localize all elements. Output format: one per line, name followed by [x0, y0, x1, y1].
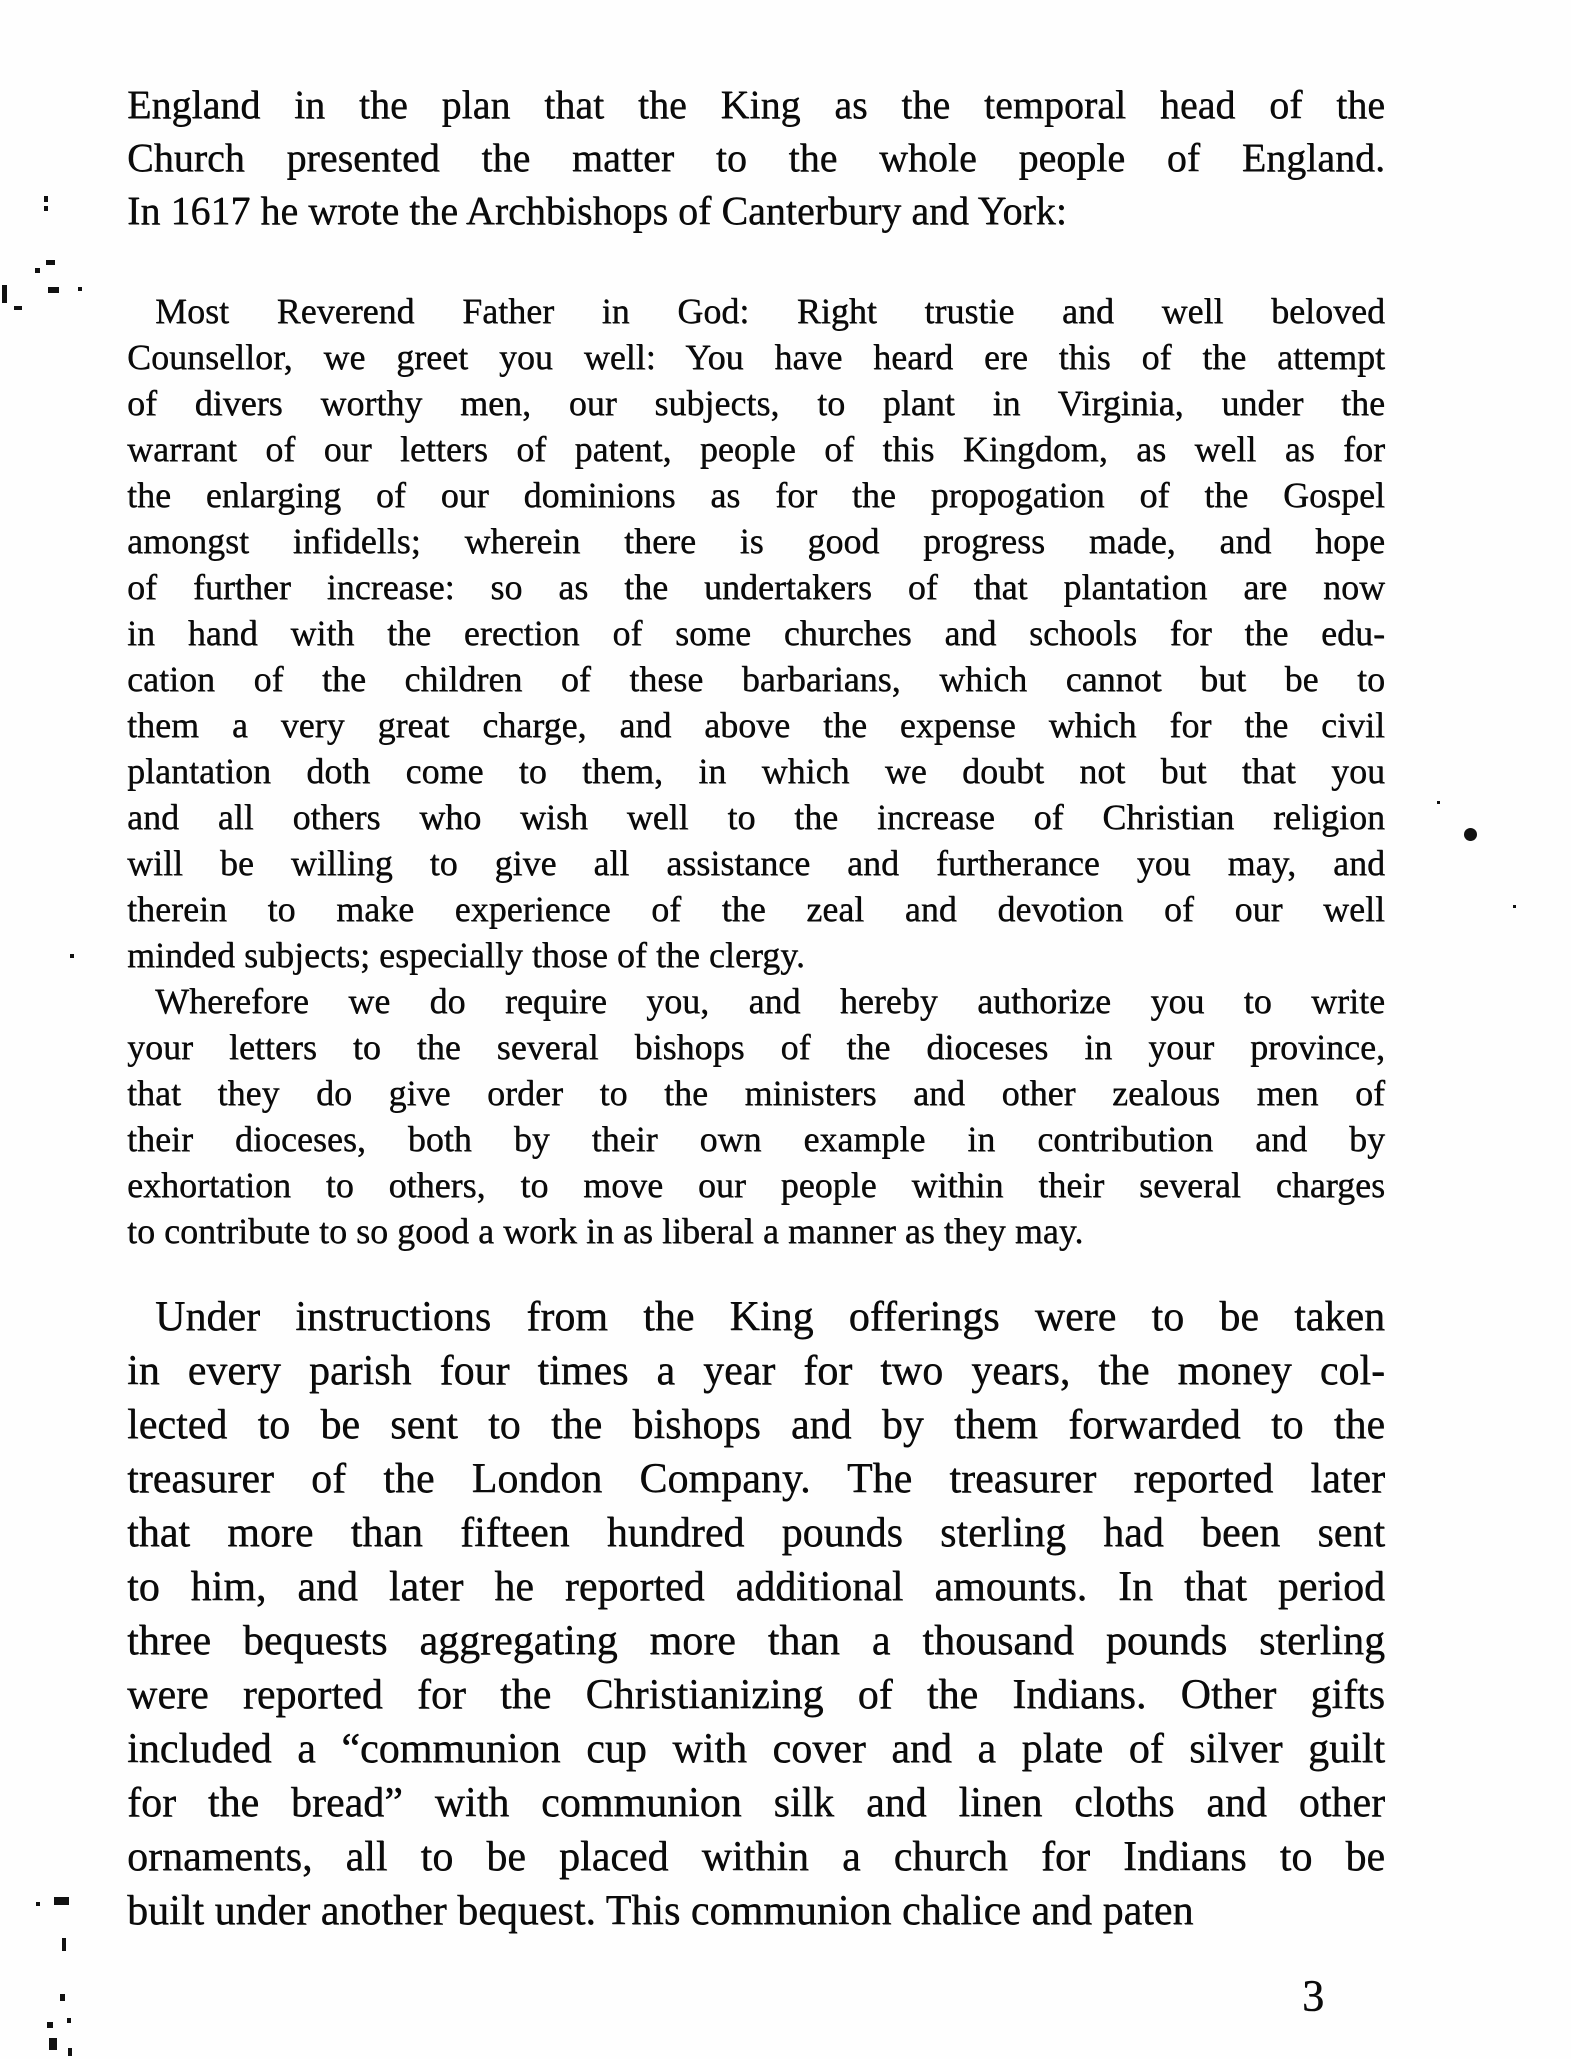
- text-line: in hand with the erection of some churches and schools for the edu-: [127, 613, 1385, 653]
- text-line: ornaments, all to be placed within a church for Indians to be: [127, 1834, 1385, 1880]
- text-line: to contribute to so good a work in as liberal a manner as they may.: [127, 1211, 1084, 1251]
- text-line: in every parish four times a year for two years, the money col-: [127, 1348, 1385, 1394]
- text-line: and all others who wish well to the increase of Christian religion: [127, 797, 1385, 837]
- text-line: that more than fifteen hundred pounds sterling had been sent: [127, 1510, 1385, 1556]
- scan-speck: [49, 2038, 57, 2050]
- scan-speck: [44, 206, 48, 211]
- text-line: England in the plan that the King as the temporal head of the: [127, 82, 1385, 127]
- scan-speck: [46, 260, 55, 265]
- scan-speck: [1437, 801, 1440, 804]
- page-number: 3: [1302, 1971, 1324, 2020]
- scan-speck: [35, 268, 40, 273]
- letter-quote-block: [127, 288, 1385, 1254]
- scan-speck: [44, 196, 48, 202]
- text-line: warrant of our letters of patent, people of this Kingdom, as well as for: [127, 429, 1385, 469]
- scan-speck: [68, 2048, 72, 2056]
- text-line: were reported for the Christianizing of the Indians. Other gifts: [127, 1672, 1385, 1718]
- text-line: that they do give order to the ministers and other zealous men of: [127, 1073, 1385, 1113]
- text-line: Most Reverend Father in God: Right trustie and well beloved: [155, 291, 1385, 331]
- text-line: included a “communion cup with cover and a plate of silver guilt: [127, 1726, 1385, 1772]
- text-line: to him, and later he reported additional amounts. In that period: [127, 1564, 1385, 1610]
- text-line: Under instructions from the King offerings were to be taken: [155, 1294, 1385, 1340]
- text-line: treasurer of the London Company. The treasurer reported later: [127, 1456, 1385, 1502]
- text-line: three bequests aggregating more than a thousand pounds sterling: [127, 1618, 1385, 1664]
- text-line: plantation doth come to them, in which we doubt not but that you: [127, 751, 1385, 791]
- text-line: of further increase: so as the undertakers of that plantation are now: [127, 567, 1385, 607]
- text-line: their dioceses, both by their own example in contribution and by: [127, 1119, 1385, 1159]
- text-line: will be willing to give all assistance and furtherance you may, and: [127, 843, 1385, 883]
- text-line: for the bread” with communion silk and linen cloths and other: [127, 1780, 1385, 1826]
- intro-paragraph: [127, 78, 1385, 237]
- scan-speck: [14, 306, 22, 310]
- scan-speck: [48, 287, 59, 293]
- scan-speck: [67, 2018, 71, 2023]
- text-line: therein to make experience of the zeal and devotion of our well: [127, 889, 1385, 929]
- text-line: the enlarging of our dominions as for the propogation of the Gospel: [127, 475, 1385, 515]
- scan-speck: [36, 1902, 40, 1906]
- text-line: built under another bequest. This communion chalice and paten: [127, 1888, 1194, 1934]
- text-line: Wherefore we do require you, and hereby authorize you to write: [155, 981, 1385, 1021]
- scan-speck: [2, 285, 7, 303]
- scan-speck: [47, 2022, 53, 2028]
- scan-speck: [78, 287, 82, 291]
- scan-speck: [62, 1938, 66, 1951]
- closing-paragraph: [127, 1290, 1385, 1938]
- scan-speck: [70, 954, 74, 958]
- text-line: In 1617 he wrote the Archbishops of Canterbury and York:: [127, 188, 1067, 233]
- text-line: lected to be sent to the bishops and by them forwarded to the: [127, 1402, 1385, 1448]
- text-line: them a very great charge, and above the expense which for the civil: [127, 705, 1385, 745]
- text-line: Counsellor, we greet you well: You have heard ere this of the attempt: [127, 337, 1385, 377]
- scan-speck: [1513, 905, 1516, 908]
- text-line: cation of the children of these barbarians, which cannot but be to: [127, 659, 1385, 699]
- text-line: of divers worthy men, our subjects, to plant in Virginia, under the: [127, 383, 1385, 423]
- text-line: amongst infidells; wherein there is good progress made, and hope: [127, 521, 1385, 561]
- text-line: minded subjects; especially those of the clergy.: [127, 935, 805, 975]
- text-line: your letters to the several bishops of the dioceses in your province,: [127, 1027, 1385, 1067]
- scan-speck: [60, 1994, 65, 2001]
- text-line: exhortation to others, to move our people within their several charges: [127, 1165, 1385, 1205]
- scan-speck: [1464, 828, 1477, 841]
- scan-speck: [54, 1897, 69, 1905]
- text-line: Church presented the matter to the whole people of England.: [127, 135, 1385, 180]
